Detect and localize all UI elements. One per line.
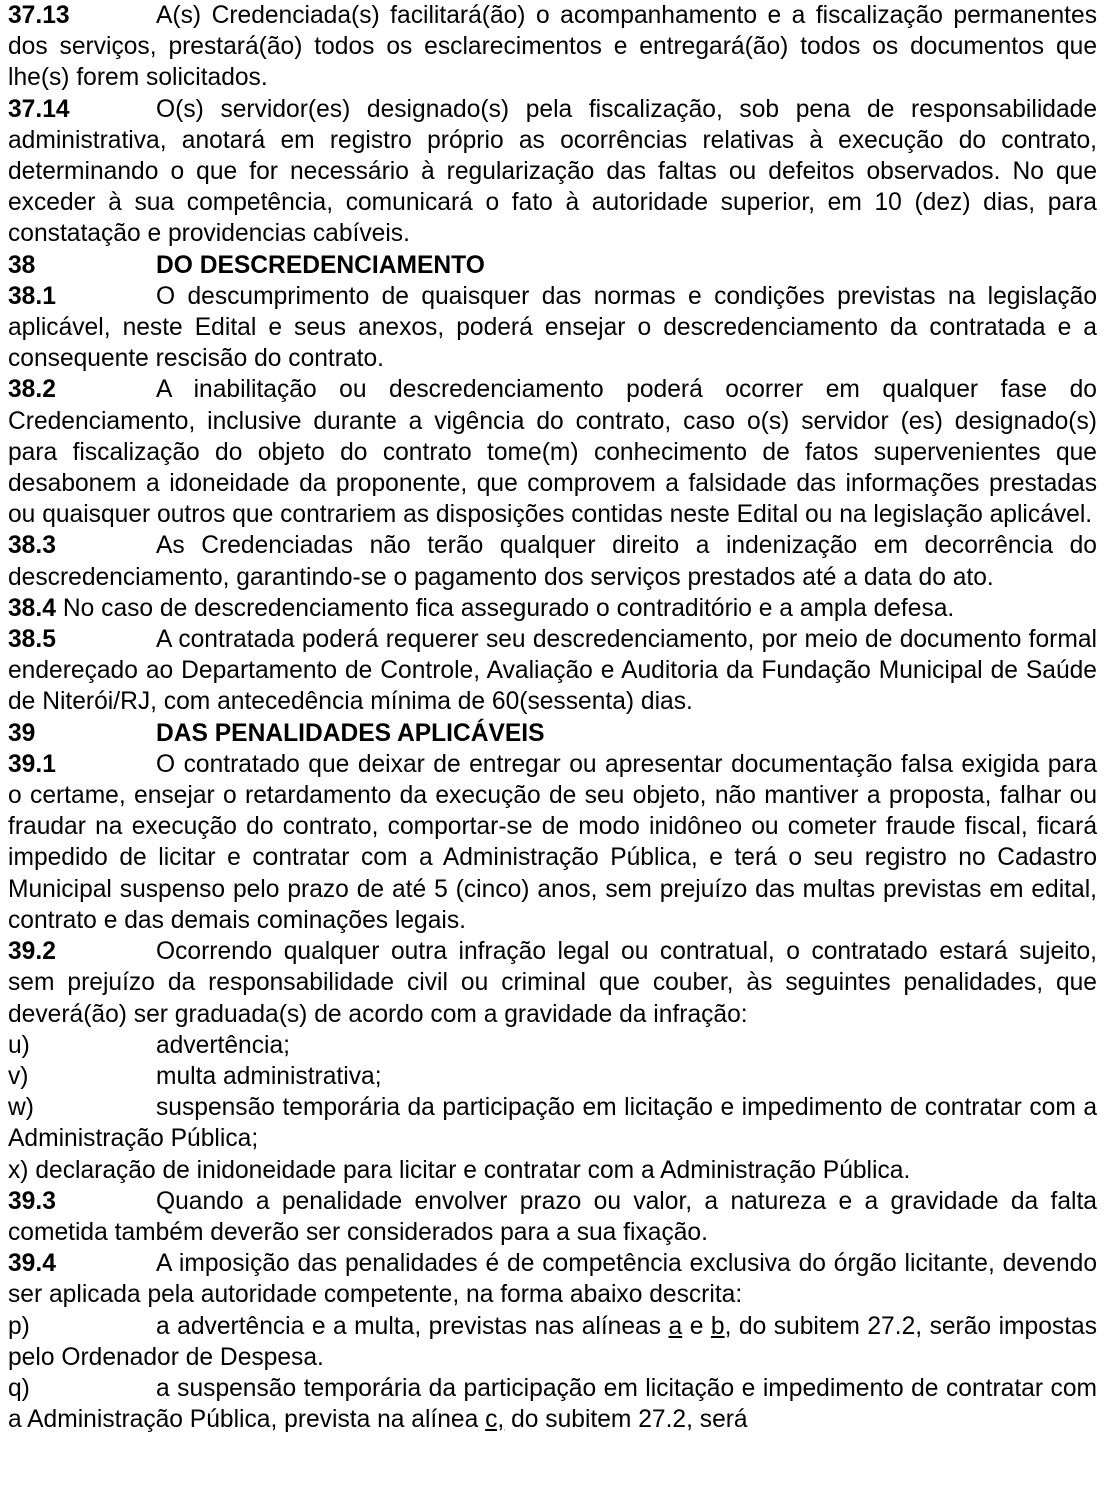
- list-label: x): [8, 1156, 29, 1184]
- clause-text: A imposição das penalidades é de competência exclusiva do órgão licitante, devendo ser aplicada pela autoridade competente, na forma abaixo descrita:: [8, 1250, 1097, 1309]
- list-text-part: , do subitem 27.2, serão impostas pelo Ordenador de Despesa.: [8, 1312, 1098, 1371]
- section-number: 39: [8, 719, 36, 747]
- clause-39-3: [8, 1186, 1097, 1248]
- clause-38-5: [8, 624, 1097, 718]
- list-item-q: [8, 1373, 1097, 1435]
- underlined-reference: c,: [485, 1406, 505, 1434]
- list-label: w): [8, 1094, 34, 1122]
- clause-number: 38.5: [8, 626, 56, 654]
- clause-text: A inabilitação ou descredenciamento poderá ocorrer em qualquer fase do Credenciamento, inclusive durante a vigência do contrato, caso o(s) servidor (es) designado(s) para fiscalização do objeto do contrato tome(m) conhecimento de fatos supervenientes que desabonem a idoneidade da proponente, que comprovem a falsidade das informações prestadas ou quaisquer outros que contrariem as disposições contidas neste Edital ou na legislação aplicável.: [8, 376, 1097, 529]
- clause-number: 38.4: [8, 594, 56, 622]
- document-page: [8, 0, 1097, 1435]
- section-title: DO DESCREDENCIAMENTO: [156, 251, 485, 279]
- list-text: advertência;: [156, 1031, 290, 1059]
- list-item-u: [8, 1030, 1097, 1061]
- list-text-part: a advertência e a multa, previstas nas alíneas: [156, 1312, 669, 1340]
- clause-text: No caso de descredenciamento fica assegurado o contraditório e a ampla defesa.: [62, 594, 955, 622]
- list-item-p: [8, 1311, 1097, 1373]
- clause-number: 39.3: [8, 1187, 56, 1215]
- list-text-part: a suspensão temporária da participação em licitação e impedimento de contratar com a Administração Pública, prevista na alínea: [8, 1374, 1097, 1434]
- list-item-v: [8, 1061, 1097, 1092]
- clause-text: O descumprimento de quaisquer das normas e condições previstas na legislação aplicável, neste Edital e seus anexos, poderá ensejar o descredenciamento da contratada e a consequente rescisão do contrato.: [8, 282, 1097, 373]
- list-label: v): [8, 1062, 29, 1090]
- list-text: declaração de inidoneidade para licitar e contratar com a Administração Pública.: [35, 1156, 911, 1184]
- underlined-reference: a: [668, 1312, 683, 1340]
- list-item-x: [8, 1155, 1097, 1186]
- section-number: 38: [8, 251, 36, 279]
- clause-number: 39.2: [8, 938, 56, 966]
- clause-number: 38.2: [8, 376, 56, 404]
- section-heading-39: [8, 718, 1097, 749]
- clause-number: 39.4: [8, 1250, 56, 1278]
- list-label: u): [8, 1031, 30, 1059]
- clause-number: 38.3: [8, 532, 56, 560]
- section-title: DAS PENALIDADES APLICÁVEIS: [156, 719, 545, 747]
- clause-38-1: [8, 281, 1097, 375]
- clause-number: 37.14: [8, 95, 70, 123]
- list-text-part: do subitem 27.2, será: [504, 1406, 748, 1434]
- list-text: multa administrativa;: [156, 1062, 382, 1090]
- clause-38-3: [8, 530, 1097, 592]
- clause-text: A contratada poderá requerer seu descredenciamento, por meio de documento formal endereçado ao Departamento de Controle, Avaliação e Auditoria da Fundação Municipal de Saúde de Niterói/RJ, com antecedência mínima de 60(sessenta) dias.: [8, 626, 1097, 716]
- clause-text: Quando a penalidade envolver prazo ou valor, a natureza e a gravidade da falta cometida também deverão ser considerados para a sua fixação.: [8, 1187, 1097, 1246]
- clause-text: A(s) Credenciada(s) facilitará(ão) o acompanhamento e a fiscalização permanentes dos serviços, prestará(ão) todos os esclarecimentos e entregará(ão) todos os documentos que lhe(s) forem solicitados.: [8, 2, 1097, 92]
- clause-39-1: [8, 749, 1097, 936]
- clause-37-14: [8, 94, 1097, 250]
- clause-number: 38.1: [8, 282, 56, 310]
- list-item-w: [8, 1092, 1097, 1154]
- list-label: p): [8, 1312, 30, 1340]
- clause-39-4: [8, 1248, 1097, 1310]
- underlined-reference: b: [710, 1312, 725, 1340]
- clause-number: 39.1: [8, 750, 56, 778]
- clause-38-4: [8, 593, 1097, 624]
- clause-text: As Credenciadas não terão qualquer direito a indenização em decorrência do descredenciamento, garantindo-se o pagamento dos serviços prestados até a data do ato.: [8, 532, 1097, 591]
- clause-text: O(s) servidor(es) designado(s) pela fiscalização, sob pena de responsabilidade administrativa, anotará em registro próprio as ocorrências relativas à execução do contrato, determinando o que for necessário à regularização das faltas ou defeitos observados. No que exceder à sua competência, comunicará o fato à autoridade superior, em 10 (dez) dias, para constatação e providencias cabíveis.: [8, 95, 1097, 248]
- list-label: q): [8, 1374, 30, 1402]
- clause-37-13: [8, 0, 1097, 94]
- list-text-part: e: [682, 1312, 711, 1340]
- clause-number: 37.13: [8, 2, 70, 29]
- clause-38-2: [8, 374, 1097, 530]
- section-heading-38: [8, 250, 1097, 281]
- clause-text: O contratado que deixar de entregar ou apresentar documentação falsa exigida para o certame, ensejar o retardamento da execução de seu objeto, não mantiver a proposta, falhar ou fraudar na execução do contrato, comportar-se de modo inidôneo ou cometer fraude fiscal, ficará impedido de licitar e contratar com a Administração Pública, e terá o seu registro no Cadastro Municipal suspenso pelo prazo de até 5 (cinco) anos, sem prejuízo das multas previstas em edital, contrato e das demais cominações legais.: [8, 750, 1097, 934]
- list-text: suspensão temporária da participação em licitação e impedimento de contratar com a Administração Pública;: [8, 1094, 1097, 1153]
- clause-text: Ocorrendo qualquer outra infração legal ou contratual, o contratado estará sujeito, sem prejuízo da responsabilidade civil ou criminal que couber, às seguintes penalidades, que deverá(ão) ser graduada(s) de acordo com a gravidade da infração:: [8, 938, 1097, 1028]
- clause-39-2: [8, 936, 1097, 1030]
